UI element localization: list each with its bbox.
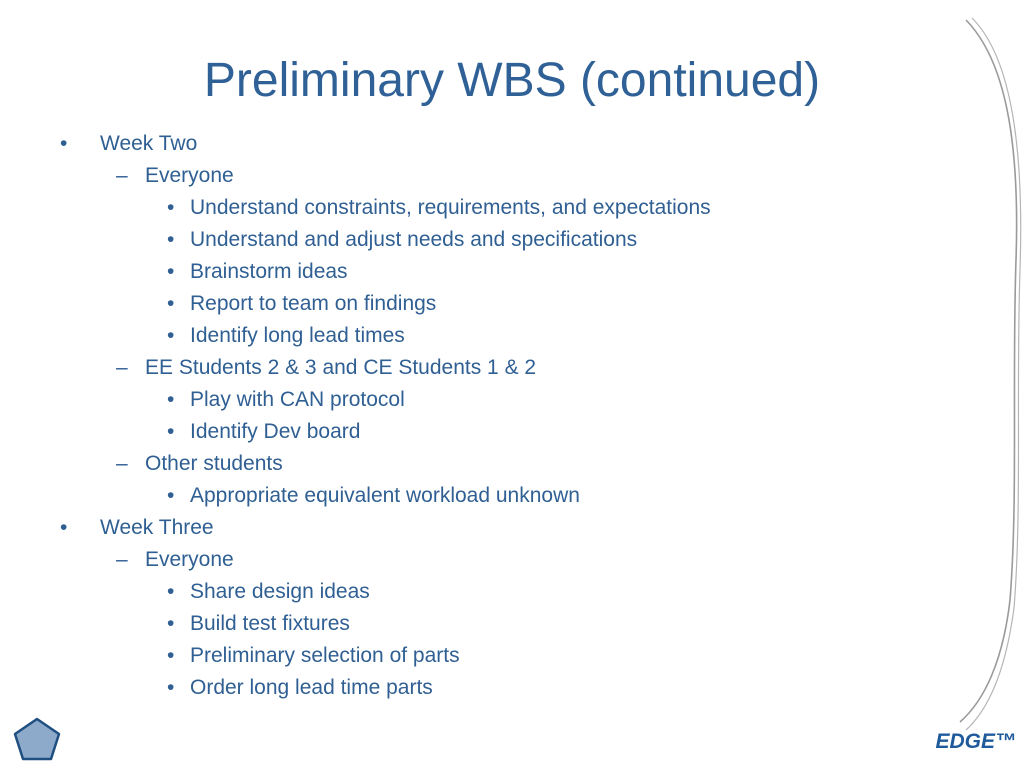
list-item: Identify long lead times	[190, 324, 405, 347]
list-item: Understand and adjust needs and specifications	[190, 228, 638, 251]
list-item: Brainstorm ideas	[190, 260, 348, 283]
bullet-marker: •	[167, 644, 175, 667]
bullet-marker: •	[167, 420, 175, 443]
bullet-marker: •	[167, 292, 175, 315]
slide-title: Preliminary WBS (continued)	[203, 54, 821, 107]
list-item: Everyone	[145, 548, 234, 571]
list-item: Share design ideas	[190, 580, 370, 603]
list-item: Understand constraints, requirements, and expectations	[190, 196, 711, 219]
list-item: Identify Dev board	[190, 420, 361, 443]
dash-marker: –	[116, 452, 128, 475]
bullet-marker: •	[167, 580, 175, 603]
bullet-marker: •	[167, 324, 175, 347]
dash-marker: –	[116, 164, 128, 187]
bullet-marker: •	[60, 132, 68, 155]
pentagon-icon	[12, 716, 62, 762]
bullet-marker: •	[167, 228, 175, 251]
bullet-marker: •	[167, 196, 175, 219]
list-item: Week Two	[100, 132, 198, 155]
bullet-marker: •	[167, 676, 175, 699]
list-item: Report to team on findings	[190, 292, 437, 315]
list-item: Preliminary selection of parts	[190, 644, 460, 667]
list-item: Play with CAN protocol	[190, 388, 405, 411]
list-item: Order long lead time parts	[190, 676, 433, 699]
dash-marker: –	[116, 356, 128, 379]
list-item: Build test fixtures	[190, 612, 350, 635]
brand-label: EDGE™	[935, 730, 1016, 753]
list-item: EE Students 2 & 3 and CE Students 1 & 2	[145, 356, 537, 379]
dash-marker: –	[116, 548, 128, 571]
list-item: Week Three	[100, 516, 214, 539]
list-item: Everyone	[145, 164, 234, 187]
bullet-marker: •	[167, 612, 175, 635]
bullet-marker: •	[167, 484, 175, 507]
list-item: Other students	[145, 452, 283, 475]
bullet-marker: •	[60, 516, 68, 539]
bullet-marker: •	[167, 260, 175, 283]
bullet-marker: •	[167, 388, 175, 411]
list-item: Appropriate equivalent workload unknown	[190, 484, 580, 507]
